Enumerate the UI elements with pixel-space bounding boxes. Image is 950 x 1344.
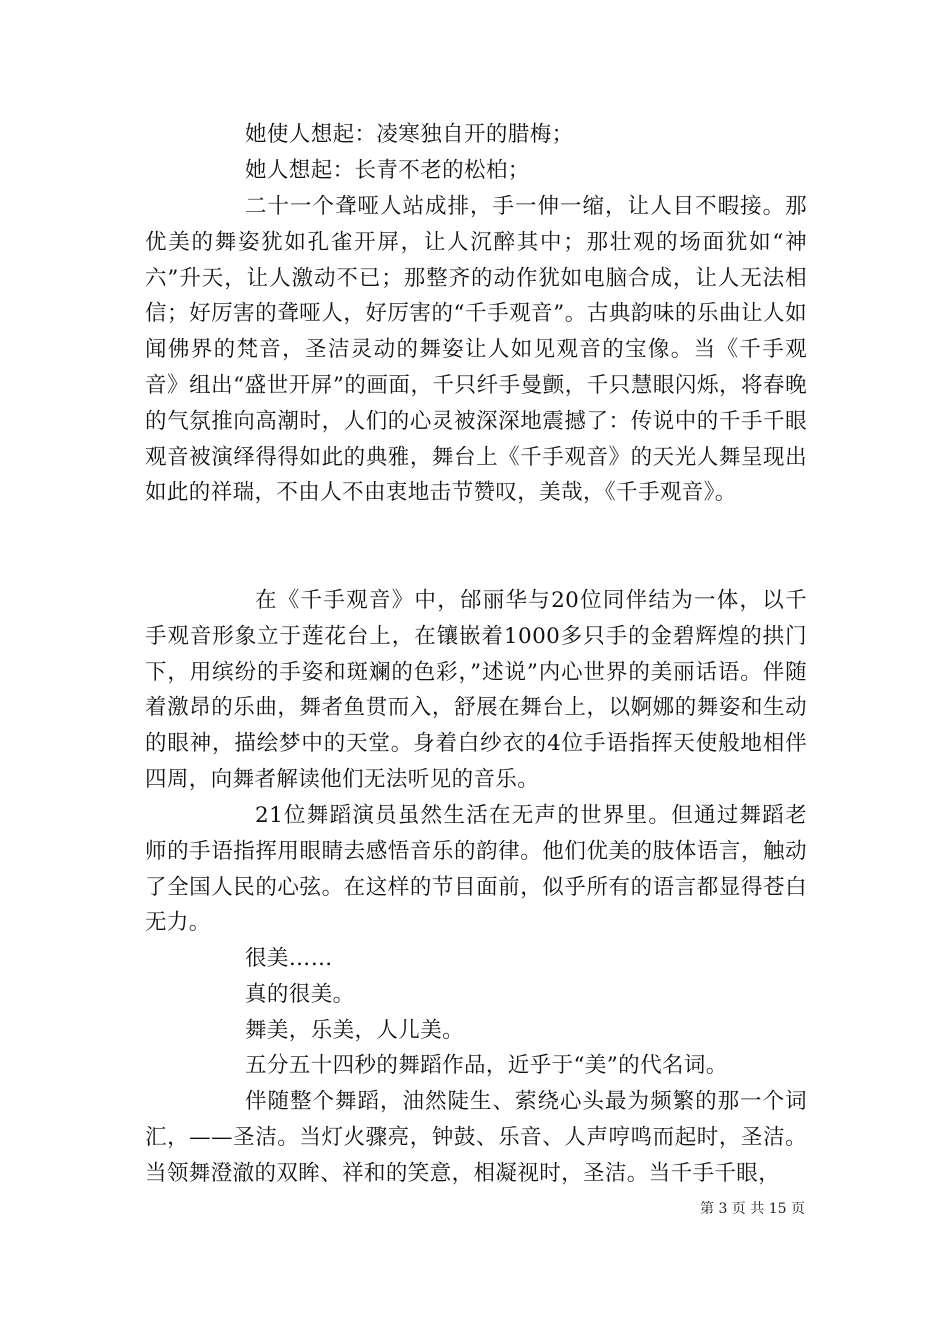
paragraph-2: 她人想起：长青不老的松柏； [245,158,530,183]
paragraph-7: 真的很美。 [245,982,355,1007]
paragraph-6: 很美…… [245,946,333,971]
paragraph-1: 她使人想起：凌寒独自开的腊梅； [245,122,574,147]
paragraph-8: 舞美，乐美，人儿美。 [245,1018,465,1043]
paragraph-3: 二十一个聋哑人站成排，手一伸一缩，让人目不暇接。那优美的舞姿犹如孔雀开屏，让人沉醉其中；那壮观的场面犹如“神六”升天，让人激动不已；那整齐的动作犹如电脑合成，让人无法相信；好厉害的聋哑人，好厉害的“千手观音”。古典韵味的乐曲让人如闻佛界的梵音，圣洁灵动的舞姿让人如见观音的宝像。当《千手观音》组出“盛世开屏”的画面，千只纤手曼颤，千只慧眼闪烁，将春晚的气氛推向高潮时，人们的心灵被深深地震撼了：传说中的千手千眼观音被演绎得得如此的典雅，舞台上《千手观音》的天光人舞呈现出如此的祥瑞，不由人不由衷地击节赞叹，美哉，《千手观音》。 [145,194,807,506]
paragraph-10: 伴随整个舞蹈，油然陡生、萦绕心头最为频繁的那一个词汇，——圣洁。当灯火骤亮，钟鼓、乐音、人声哼鸣而起时，圣洁。当领舞澄澈的双眸、祥和的笑意，相凝视时，圣洁。当千手千眼， [145,1089,807,1186]
page-number-footer: 第 3 页 共 15 页 [700,1201,805,1217]
paragraph-9: 五分五十四秒的舞蹈作品，近乎于“美”的代名词。 [245,1053,728,1078]
paragraph-4: 在《千手观音》中，邰丽华与20位同伴结为一体，以千手观音形象立于莲花台上，在镶嵌着1000多只手的金碧辉煌的拱门下，用缤纷的手姿和斑斓的色彩，”述说”内心世界的美丽话语。伴随着激昂的乐曲，舞者鱼贯而入，舒展在舞台上，以婀娜的舞姿和生动的眼神，描绘梦中的天堂。身着白纱衣的4位手语指挥天使般地相伴四周，向舞者解读他们无法听见的音乐。 [145,588,807,792]
paragraph-5: 21位舞蹈演员虽然生活在无声的世界里。但通过舞蹈老师的手语指挥用眼睛去感悟音乐的韵律。他们优美的肢体语言，触动了全国人民的心弦。在这样的节目面前，似乎所有的语言都显得苍白无力。 [145,803,807,936]
